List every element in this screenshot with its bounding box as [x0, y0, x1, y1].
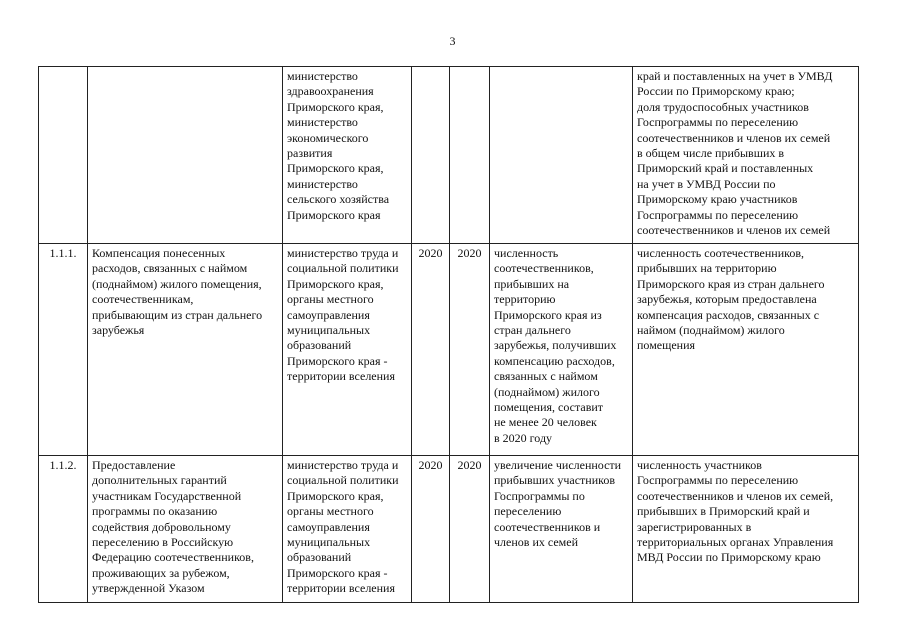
table-row: [39, 456, 859, 603]
executors-cell: министерство труда и социальной политики Приморского края, органы местного самоуправления муниципальных образований Приморского края - территории вселения: [283, 456, 412, 603]
year-start-cell: 2020: [412, 244, 450, 456]
program-table: [38, 66, 859, 603]
result-cell: [490, 67, 633, 244]
page-number: 3: [449, 34, 456, 48]
table-row: [39, 244, 859, 456]
result-cell: численность соотечественников, прибывших на территорию Приморского края из стран дальнего зарубежья, получивших компенсацию расходов, связанных с наймом (поднаймом) жилого помещения, составит не менее 20 человек в 2020 году: [490, 244, 633, 456]
indicator-cell: численность соотечественников, прибывших на территорию Приморского края из стран дальнего зарубежья, которым предоставлена компенсация расходов, связанных с наймом (поднаймом) жилого помещения: [633, 244, 859, 456]
table-row: [39, 67, 859, 244]
result-cell: увеличение численности прибывших участников Госпрограммы по переселению соотечественников и членов их семей: [490, 456, 633, 603]
row-number: 1.1.2.: [39, 456, 88, 603]
activity-cell: [88, 67, 283, 244]
year-end-cell: 2020: [450, 456, 490, 603]
row-number: 1.1.1.: [39, 244, 88, 456]
executors-cell: министерство труда и социальной политики Приморского края, органы местного самоуправления муниципальных образований Приморского края - территории вселения: [283, 244, 412, 456]
year-end-cell: [450, 67, 490, 244]
row-number: [39, 67, 88, 244]
indicator-cell: край и поставленных на учет в УМВД России по Приморскому краю; доля трудоспособных участников Госпрограммы по переселению соотечественников и членов их семей в общем числе прибывших в Приморский край и поставленных на учет в УМВД России по Приморскому краю участников Госпрограммы по переселению соотечественников и членов их семей: [633, 67, 859, 244]
activity-cell: Компенсация понесенных расходов, связанных с наймом (поднаймом) жилого помещения, соотечественникам, прибывающим из стран дальнего зарубежья: [88, 244, 283, 456]
activity-cell: Предоставление дополнительных гарантий участникам Государственной программы по оказанию содействия добровольному переселению в Российскую Федерацию соотечественников, проживающих за рубежом, утвержденной Указом: [88, 456, 283, 603]
indicator-cell: численность участников Госпрограммы по переселению соотечественников и членов их семей, прибывших в Приморский край и зарегистрированных в территориальных органах Управления МВД России по Приморскому краю: [633, 456, 859, 603]
year-start-cell: [412, 67, 450, 244]
executors-cell: министерство здравоохранения Приморского края, министерство экономического развития Приморского края, министерство сельского хозяйства Приморского края: [283, 67, 412, 244]
year-start-cell: 2020: [412, 456, 450, 603]
year-end-cell: 2020: [450, 244, 490, 456]
